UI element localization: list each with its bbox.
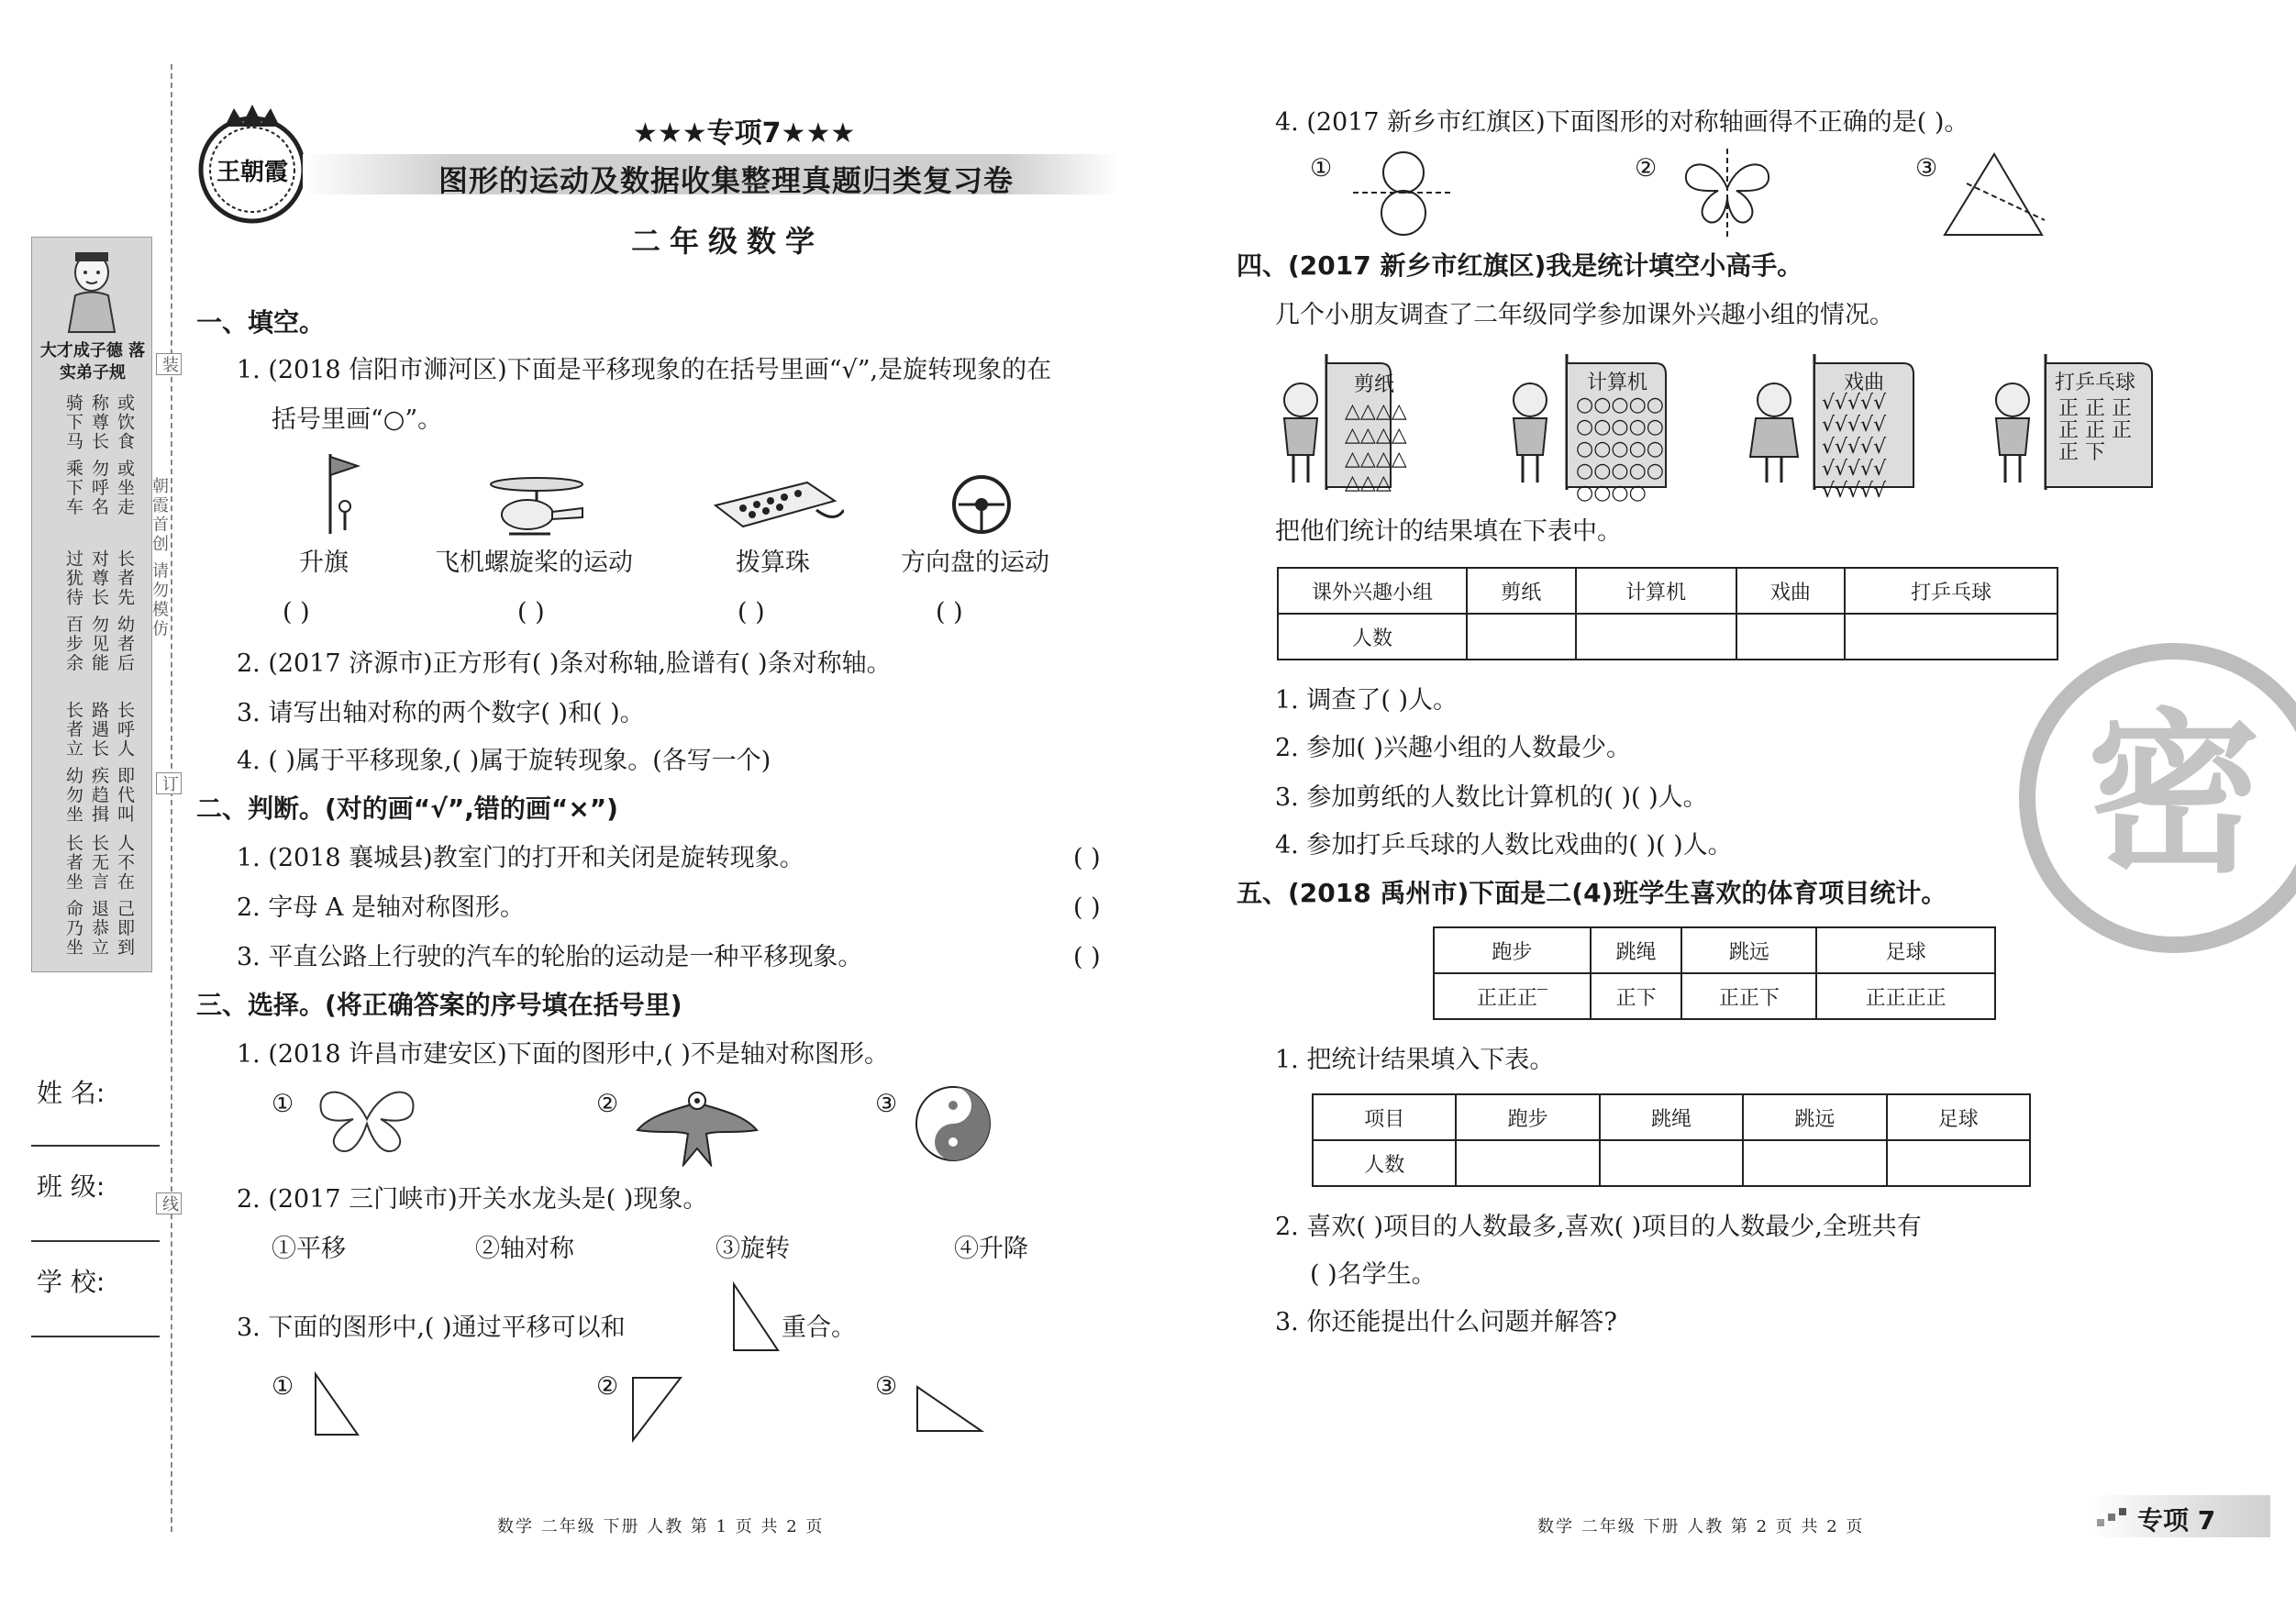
board-row: √√√√√ bbox=[1822, 480, 1887, 503]
answer-cell[interactable] bbox=[1743, 1140, 1886, 1186]
section-heading: 四、(2017 新乡市红旗区)我是统计填空小高手。 bbox=[1237, 250, 1803, 281]
answer-blank[interactable]: ( ) bbox=[1073, 943, 1101, 971]
footer-tag: 专项 7 bbox=[2137, 1505, 2216, 1536]
table-header-cell: 项目 bbox=[1313, 1094, 1456, 1140]
motto-column: 路遇长 疾趋揖 bbox=[89, 701, 109, 825]
steering-wheel-icon bbox=[940, 466, 1023, 544]
question-text: 2. 喜欢( )项目的人数最多,喜欢( )项目的人数最少,全班共有 bbox=[1275, 1213, 1922, 1241]
class-label: 班 级: bbox=[37, 1171, 105, 1202]
tally-cell: 正正正正 bbox=[1816, 973, 1995, 1019]
page-footer: 数学 二年级 下册 人教 第 2 页 共 2 页 bbox=[1537, 1517, 1865, 1536]
question-text: ( )名学生。 bbox=[1310, 1260, 1436, 1289]
answer-cell[interactable] bbox=[1736, 614, 1846, 660]
page-footer: 数学 二年级 下册 人教 第 1 页 共 2 页 bbox=[497, 1517, 825, 1536]
question-text: 4. (2017 新乡市红旗区)下面图形的对称轴画得不正确的是( )。 bbox=[1275, 108, 1969, 137]
option-text: ①平移 bbox=[272, 1235, 346, 1263]
question-text: 重合。 bbox=[782, 1314, 856, 1342]
interest-group-table bbox=[1277, 567, 2058, 660]
motto-column: 或饮食 或坐走 bbox=[115, 394, 135, 517]
picture-caption: 升旗 bbox=[299, 549, 349, 577]
motto-column: 骑下马 乘下车 bbox=[63, 394, 83, 517]
svg-text:密: 密 bbox=[2086, 693, 2262, 896]
board-row: √√√√√ bbox=[1822, 392, 1887, 415]
answer-blank[interactable]: ( ) bbox=[936, 598, 963, 627]
motto-column: 长者坐 命乃坐 bbox=[63, 834, 83, 958]
board-row: 正 下 bbox=[2058, 441, 2105, 464]
motto-text: 大才成子德 落实弟子规 bbox=[39, 341, 146, 383]
answer-cell[interactable] bbox=[1467, 614, 1576, 660]
motto-column: 称尊长 勿呼名 bbox=[89, 394, 109, 517]
subject-tag: ★★★专项7★★★ bbox=[633, 117, 856, 150]
tally-cell: 正正下 bbox=[1681, 973, 1816, 1019]
option-label: ② bbox=[1635, 154, 1658, 183]
sports-count-table bbox=[1312, 1093, 2031, 1187]
question-text: 4. ( )属于平移现象,( )属于旋转现象。(各写一个) bbox=[237, 747, 771, 775]
board-row: △△△ bbox=[1345, 471, 1392, 494]
brand-logo-icon bbox=[193, 101, 312, 229]
answer-cell[interactable] bbox=[1887, 1140, 2030, 1186]
option-label: ③ bbox=[1915, 154, 1938, 183]
board-row: 正 正 正 bbox=[2058, 419, 2132, 442]
triangle-option-icon bbox=[310, 1369, 365, 1442]
question-text: 2. 字母 A 是轴对称图形。 bbox=[237, 893, 526, 922]
motto-column: 长者立 幼勿坐 bbox=[63, 701, 83, 825]
answer-blank[interactable]: ( ) bbox=[1073, 844, 1101, 872]
answer-blank[interactable]: ( ) bbox=[738, 598, 765, 627]
board-row: 正 正 正 bbox=[2058, 397, 2132, 420]
picture-caption: 方向盘的运动 bbox=[901, 549, 1049, 577]
answer-blank[interactable]: ( ) bbox=[1073, 893, 1101, 922]
bird-kite-icon bbox=[633, 1086, 761, 1167]
reference-triangle-icon bbox=[728, 1281, 783, 1354]
table-header-cell: 跑步 bbox=[1434, 927, 1591, 973]
section-heading: 五、(2018 禹州市)下面是二(4)班学生喜欢的体育项目统计。 bbox=[1237, 878, 1947, 908]
binding-mark: 线 bbox=[156, 1192, 182, 1214]
table-header-cell: 跳远 bbox=[1681, 927, 1816, 973]
question-text: 括号里画“○”。 bbox=[272, 405, 443, 434]
option-text: ②轴对称 bbox=[475, 1235, 574, 1263]
table-header-cell: 计算机 bbox=[1576, 568, 1736, 614]
figure-eight-axis-icon bbox=[1348, 147, 1459, 238]
seal-watermark-icon bbox=[2018, 642, 2296, 954]
table-header-cell: 课外兴趣小组 bbox=[1278, 568, 1467, 614]
question-text: 3. 参加剪纸的人数比计算机的( )( )人。 bbox=[1275, 783, 1708, 812]
flag-raising-icon bbox=[312, 449, 367, 537]
section-heading: 一、填空。 bbox=[196, 307, 326, 338]
board-title: 计算机 bbox=[1587, 372, 1648, 394]
question-text: 3. 平直公路上行驶的汽车的轮胎的运动是一种平移现象。 bbox=[237, 943, 863, 971]
copyright-note: 朝霞首创 请勿模仿 bbox=[150, 477, 169, 639]
option-label: ③ bbox=[875, 1372, 898, 1401]
table-header-cell: 足球 bbox=[1887, 1094, 2030, 1140]
option-label: ② bbox=[596, 1090, 619, 1118]
butterfly-outline-icon bbox=[312, 1082, 422, 1156]
instruction-text: 把他们统计的结果填在下表中。 bbox=[1275, 517, 1622, 546]
motto-panel bbox=[31, 237, 152, 972]
question-text: 3. 下面的图形中,( )通过平移可以和 bbox=[237, 1314, 626, 1342]
option-label: ① bbox=[1310, 154, 1333, 183]
answer-blank[interactable]: ( ) bbox=[283, 598, 310, 627]
table-header-cell: 戏曲 bbox=[1736, 568, 1846, 614]
helicopter-icon bbox=[486, 473, 587, 542]
section-heading: 二、判断。(对的画“√”,错的画“×”) bbox=[196, 793, 618, 824]
table-header-cell: 跑步 bbox=[1456, 1094, 1599, 1140]
triangle-option-icon bbox=[914, 1381, 987, 1436]
board-row: ○○○○○ bbox=[1576, 394, 1664, 416]
scholar-illustration-icon bbox=[55, 245, 128, 337]
board-title: 打乒乓球 bbox=[2055, 372, 2136, 394]
board-row: ○○○○○ bbox=[1576, 416, 1664, 438]
tally-cell: 正下 bbox=[1591, 973, 1681, 1019]
board-row: △△△△ bbox=[1345, 400, 1407, 423]
table-header-cell: 跳绳 bbox=[1600, 1094, 1743, 1140]
board-title: 戏曲 bbox=[1844, 372, 1885, 394]
picture-caption: 拨算珠 bbox=[736, 549, 810, 577]
name-label: 姓 名: bbox=[37, 1078, 105, 1108]
question-text: 4. 参加打乒乓球的人数比戏曲的( )( )人。 bbox=[1275, 831, 1733, 859]
section-heading: 三、选择。(将正确答案的序号填在括号里) bbox=[196, 990, 682, 1020]
svg-text:王朝霞: 王朝霞 bbox=[216, 159, 289, 186]
board-row: √√√√√ bbox=[1822, 436, 1887, 459]
page-title: 图形的运动及数据收集整理真题归类复习卷 bbox=[438, 163, 1015, 198]
board-row: √√√√√ bbox=[1822, 458, 1887, 481]
motto-column: 长呼人 即代叫 bbox=[115, 701, 135, 825]
board-row: √√√√√ bbox=[1822, 414, 1887, 437]
picture-caption: 飞机螺旋桨的运动 bbox=[435, 549, 633, 577]
question-text: 2. (2017 三门峡市)开关水龙头是( )现象。 bbox=[237, 1185, 708, 1214]
class-field[interactable] bbox=[31, 1240, 160, 1242]
option-label: ① bbox=[272, 1090, 294, 1118]
table-header-cell: 剪纸 bbox=[1467, 568, 1576, 614]
motto-column: 对尊长 勿见能 bbox=[89, 549, 109, 673]
binding-dashed-line bbox=[171, 64, 172, 1532]
binding-mark: 订 bbox=[156, 772, 182, 794]
question-text: 1. (2018 信阳市浉河区)下面是平移现象的在括号里画“√”,是旋转现象的在 bbox=[237, 356, 1052, 384]
option-text: ④升降 bbox=[954, 1235, 1028, 1263]
table-row-label: 人数 bbox=[1278, 614, 1467, 660]
question-text: 2. 参加( )兴趣小组的人数最少。 bbox=[1275, 734, 1631, 762]
answer-cell[interactable] bbox=[1576, 614, 1736, 660]
table-header-cell: 足球 bbox=[1816, 927, 1995, 973]
option-label: ② bbox=[596, 1372, 619, 1401]
binding-mark: 装 bbox=[156, 353, 182, 375]
yin-yang-icon bbox=[914, 1084, 993, 1163]
board-row: △△△△ bbox=[1345, 424, 1407, 447]
question-text: 1. 调查了( )人。 bbox=[1275, 686, 1458, 715]
question-text: 3. 请写出轴对称的两个数字( )和( )。 bbox=[237, 699, 645, 727]
motto-column: 过犹待 百步余 bbox=[63, 549, 83, 673]
question-text: 3. 你还能提出什么问题并解答? bbox=[1275, 1308, 1617, 1336]
triangle-axis-icon bbox=[1939, 147, 2049, 238]
intro-text: 几个小朋友调查了二年级同学参加课外兴趣小组的情况。 bbox=[1275, 301, 1894, 329]
option-text: ③旋转 bbox=[715, 1235, 790, 1263]
question-text: 2. (2017 济源市)正方形有( )条对称轴,脸谱有( )条对称轴。 bbox=[237, 649, 892, 678]
question-text: 1. (2018 襄城县)教室门的打开和关闭是旋转现象。 bbox=[237, 844, 804, 872]
board-row: ○○○○○ bbox=[1576, 438, 1664, 460]
name-field[interactable] bbox=[31, 1145, 160, 1147]
tally-cell: 正正正‾ bbox=[1434, 973, 1591, 1019]
sports-tally-table bbox=[1433, 926, 1996, 1020]
grade-title: 二年级数学 bbox=[631, 224, 825, 259]
answer-cell[interactable] bbox=[1456, 1140, 1599, 1186]
board-row: ○○○○ bbox=[1576, 482, 1647, 505]
table-row-label: 人数 bbox=[1313, 1140, 1456, 1186]
table-header-cell: 打乒乓球 bbox=[1845, 568, 2058, 614]
school-field[interactable] bbox=[31, 1336, 160, 1337]
question-text: 1. 把统计结果填入下表。 bbox=[1275, 1046, 1555, 1074]
answer-blank[interactable]: ( ) bbox=[517, 598, 545, 627]
board-row: ○○○○○ bbox=[1576, 460, 1664, 482]
board-row: △△△△ bbox=[1345, 448, 1407, 471]
answer-cell[interactable] bbox=[1600, 1140, 1743, 1186]
abacus-icon bbox=[706, 473, 844, 538]
option-label: ① bbox=[272, 1372, 294, 1401]
board-title: 剪纸 bbox=[1354, 373, 1395, 396]
table-header-cell: 跳绳 bbox=[1591, 927, 1681, 973]
motto-column: 长者先 幼者后 bbox=[115, 549, 135, 673]
dots-decoration-icon bbox=[2097, 1508, 2128, 1526]
triangle-option-icon bbox=[629, 1372, 688, 1446]
table-header-cell: 跳远 bbox=[1743, 1094, 1886, 1140]
option-label: ③ bbox=[875, 1090, 898, 1118]
motto-column: 长无言 退恭立 bbox=[89, 834, 109, 958]
school-label: 学 校: bbox=[37, 1267, 105, 1297]
butterfly-axis-icon bbox=[1677, 147, 1778, 238]
motto-column: 人不在 己即到 bbox=[115, 834, 135, 958]
question-text: 1. (2018 许昌市建安区)下面的图形中,( )不是轴对称图形。 bbox=[237, 1040, 889, 1069]
